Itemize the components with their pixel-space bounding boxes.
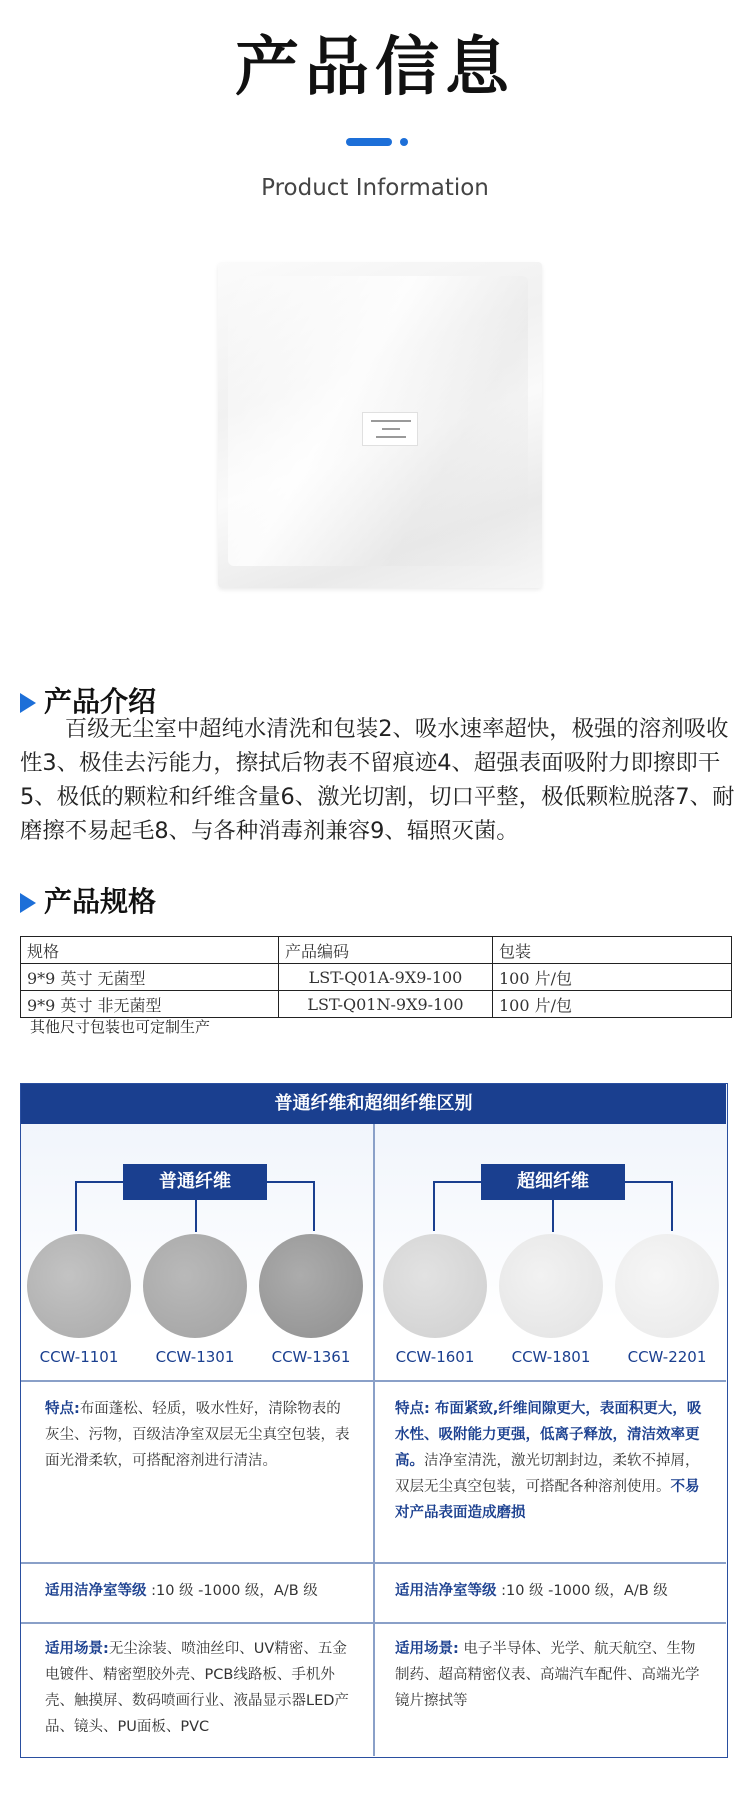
connector-line (671, 1181, 673, 1231)
microfiber-grade (395, 1578, 715, 1604)
table-row (21, 964, 732, 991)
column-divider (373, 1124, 375, 1756)
fiber-comparison-panel (20, 1083, 728, 1758)
bag-label-line (371, 420, 411, 422)
table-cell: 100 片/包 (493, 964, 732, 991)
connector-line (552, 1200, 554, 1232)
spec-heading-text: 产品规格 (44, 885, 157, 918)
table-cell: 9*9 英寸 无菌型 (21, 964, 279, 991)
table-cell: LST-Q01A-9X9-100 (279, 964, 493, 991)
features-text: 布面蓬松、轻质，吸水性好，清除物表的灰尘、污物，百级洁净室双层无尘真空包装，表面光滑柔软，可搭配溶剂进行清洁。 (45, 1401, 350, 1469)
table-header-row (21, 937, 732, 964)
regular-fiber-label: 普通纤维 (123, 1164, 267, 1200)
connector-line (313, 1181, 315, 1231)
table-row (21, 991, 732, 1018)
row-divider (21, 1380, 726, 1382)
intro-heading-text: 产品介绍 (44, 685, 157, 718)
features-keyword: 特点: (45, 1401, 80, 1417)
connector-line (433, 1181, 435, 1231)
regular-fiber-scene (45, 1636, 355, 1740)
table-header-cell: 规格 (21, 937, 279, 964)
page-header (0, 0, 750, 210)
fabric-swatch (143, 1234, 247, 1338)
features-keyword: 特点: 布面紧致,纤维间隙更大，表面积更大，吸水性、吸附能力更强，低离子释放，清洁效率更高。 (395, 1401, 702, 1469)
connector-line (433, 1181, 481, 1183)
table-header-cell: 产品编码 (279, 937, 493, 964)
bag-label (362, 412, 418, 446)
table-note: 其他尺寸包装也可定制生产 (30, 1018, 211, 1036)
microfiber-features (395, 1396, 705, 1526)
row-divider (21, 1622, 726, 1624)
features-keyword: 不易对产品表面造成磨损 (395, 1479, 700, 1521)
table-cell: LST-Q01N-9X9-100 (279, 991, 493, 1018)
scene-text: 电子半导体、光学、航天航空、生物制药、超高精密仪表、高端汽车配件、高端光学镜片擦拭等 (395, 1641, 700, 1709)
microfiber-label: 超细纤维 (481, 1164, 625, 1200)
title-accent-bar (346, 138, 392, 146)
comparison-title: 普通纤维和超细纤维区别 (274, 1093, 473, 1114)
regular-fiber-features (45, 1396, 353, 1474)
page-subtitle: Product Information (261, 175, 489, 201)
connector-line (267, 1181, 315, 1183)
scene-keyword: 适用场景: (45, 1641, 109, 1657)
fabric-swatch (383, 1234, 487, 1338)
fabric-swatch (27, 1234, 131, 1338)
page-title: 产品信息 (235, 31, 515, 105)
product-code: CCW-1101 (39, 1348, 119, 1366)
row-divider (21, 1562, 726, 1564)
product-photo (218, 262, 542, 588)
intro-body: 百级无尘室中超纯水清洗和包装2、吸水速率超快，极强的溶剂吸收性3、极佳去污能力，擦拭后物表不留痕迹4、超强表面吸附力即擦即干5、极低的颗粒和纤维含量6、激光切割，切口平整，极低颗粒脱落7、耐磨擦不易起毛8、与各种消毒剂兼容9、辐照灭菌。 (20, 716, 735, 844)
grade-keyword: 适用洁净室等级 (395, 1583, 497, 1599)
fabric-swatch (615, 1234, 719, 1338)
table-cell: 9*9 英寸 非无菌型 (21, 991, 279, 1018)
bag-label-line (376, 436, 406, 438)
table-cell: 100 片/包 (493, 991, 732, 1018)
features-text: 洁净室清洗，激光切割封边，柔软不掉屑，双层无尘真空包装，可搭配各种溶剂使用。 (395, 1453, 700, 1495)
product-code: CCW-1301 (155, 1348, 235, 1366)
play-triangle-icon (20, 893, 36, 913)
regular-fiber-grade (45, 1578, 365, 1604)
microfiber-scene (395, 1636, 705, 1714)
fabric-swatch (499, 1234, 603, 1338)
product-code: CCW-1361 (271, 1348, 351, 1366)
connector-line (195, 1200, 197, 1232)
title-accent-dot (400, 138, 408, 146)
connector-line (625, 1181, 673, 1183)
grade-text: :10 级 -1000 级，A/B 级 (496, 1583, 668, 1599)
spec-table (20, 936, 732, 1018)
connector-line (75, 1181, 123, 1183)
grade-text: :10 级 -1000 级，A/B 级 (146, 1583, 318, 1599)
scene-text: 无尘涂装、喷油丝印、UV精密、五金电镀件、精密塑胶外壳、PCB线路板、手机外壳、触摸屏、数码喷画行业、液晶显示器LED产品、镜头、PU面板、PVC (45, 1641, 349, 1735)
product-code: CCW-1801 (511, 1348, 591, 1366)
play-triangle-icon (20, 693, 36, 713)
bag-label-line (382, 428, 400, 430)
fabric-swatch (259, 1234, 363, 1338)
table-header-cell: 包装 (493, 937, 732, 964)
grade-keyword: 适用洁净室等级 (45, 1583, 147, 1599)
product-code: CCW-1601 (395, 1348, 475, 1366)
product-code: CCW-2201 (627, 1348, 707, 1366)
connector-line (75, 1181, 77, 1231)
scene-keyword: 适用场景: (395, 1641, 459, 1657)
